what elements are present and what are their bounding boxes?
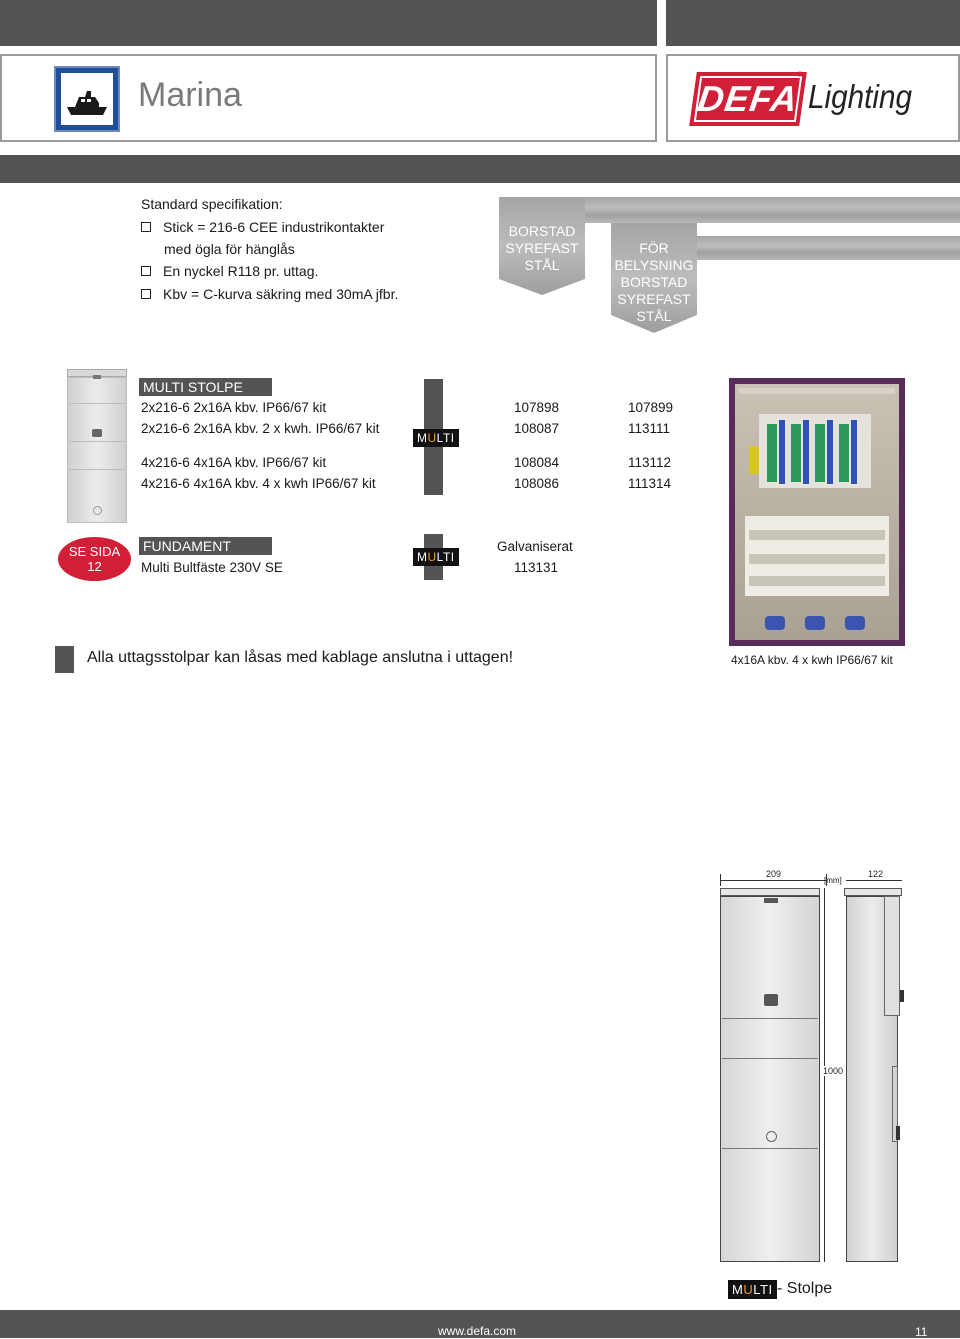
drawing-caption: - Stolpe bbox=[777, 1280, 833, 1297]
product-code: 108086 bbox=[514, 476, 560, 491]
registered-mark: ® bbox=[797, 70, 803, 79]
spec-item: En nyckel R118 pr. uttag. bbox=[141, 263, 318, 279]
spec-item: med ögla för hänglås bbox=[164, 241, 295, 257]
top-bar-left bbox=[0, 0, 657, 46]
brand-suffix: Lighting bbox=[808, 78, 913, 115]
spec-heading: Standard specifikation: bbox=[141, 196, 283, 212]
defa-logo bbox=[689, 72, 807, 126]
product-row-name: 4x216-6 4x16A kbv. IP66/67 kit bbox=[141, 455, 327, 470]
multi-badge: MULTI bbox=[728, 1280, 777, 1299]
section-divider-bar bbox=[0, 155, 960, 183]
product-code: 113131 bbox=[514, 560, 559, 575]
page-title: Marina bbox=[138, 76, 242, 114]
notice-marker bbox=[55, 646, 74, 673]
product-code: 107899 bbox=[628, 400, 674, 415]
steel-strip-bottom bbox=[697, 236, 960, 260]
panel-photo bbox=[729, 378, 905, 646]
product-row-name: 4x216-6 4x16A kbv. 4 x kwh IP66/67 kit bbox=[141, 476, 376, 491]
dim-height-label: 1000 bbox=[823, 1066, 844, 1076]
steel-tab-2-label: FÖR BELYSNING BORSTAD SYREFAST STÅL bbox=[614, 240, 694, 324]
footer-url[interactable]: www.defa.com bbox=[438, 1324, 517, 1338]
footer-bar bbox=[0, 1310, 960, 1338]
top-bar-right bbox=[666, 0, 960, 46]
product-code: 108084 bbox=[514, 455, 560, 470]
section-label-multi-stolpe: MULTI STOLPE bbox=[139, 378, 272, 396]
photo-caption: 4x16A kbv. 4 x kwh IP66/67 kit bbox=[731, 653, 893, 667]
product-row-name: 2x216-6 2x16A kbv. 2 x kwh. IP66/67 kit bbox=[141, 421, 380, 436]
multi-badge: MULTI bbox=[413, 429, 459, 447]
product-code: 107898 bbox=[514, 400, 560, 415]
dim-depth-label: 122 bbox=[868, 869, 884, 879]
cabinet-thumbnail bbox=[67, 369, 127, 523]
multi-badge: MULTI bbox=[413, 548, 459, 566]
spec-item: Stick = 216-6 CEE industrikontakter bbox=[141, 219, 384, 235]
notice-text: Alla uttagsstolpar kan låsas med kablage anslutna i uttagen! bbox=[87, 649, 514, 666]
spec-item: Kbv = C-kurva säkring med 30mA jfbr. bbox=[141, 286, 398, 302]
page-number: 11 bbox=[915, 1325, 928, 1339]
column-header-galvaniserat: Galvaniserat bbox=[497, 539, 573, 554]
top-bar bbox=[0, 0, 960, 52]
see-page-oval: SE SIDA 12 bbox=[58, 537, 131, 581]
checkbox-icon bbox=[141, 289, 151, 299]
steel-tab-1-label: BORSTAD SYREFAST STÅL bbox=[505, 223, 579, 273]
dim-unit-label: [mm] bbox=[824, 876, 842, 885]
checkbox-icon bbox=[141, 266, 151, 276]
dim-width-label: 209 bbox=[766, 869, 782, 879]
brand-name: DEFA bbox=[695, 78, 801, 119]
product-code: 111314 bbox=[628, 476, 672, 491]
section-label-fundament: FUNDAMENT bbox=[139, 537, 272, 555]
technical-drawing bbox=[720, 866, 940, 1266]
boat-icon bbox=[54, 66, 120, 132]
product-row-name: 2x216-6 2x16A kbv. IP66/67 kit bbox=[141, 400, 327, 415]
product-code: 113112 bbox=[628, 455, 672, 470]
product-row-name: Multi Bultfäste 230V SE bbox=[141, 560, 283, 575]
checkbox-icon bbox=[141, 222, 151, 232]
product-code: 108087 bbox=[514, 421, 560, 436]
product-code: 113111 bbox=[628, 421, 671, 436]
